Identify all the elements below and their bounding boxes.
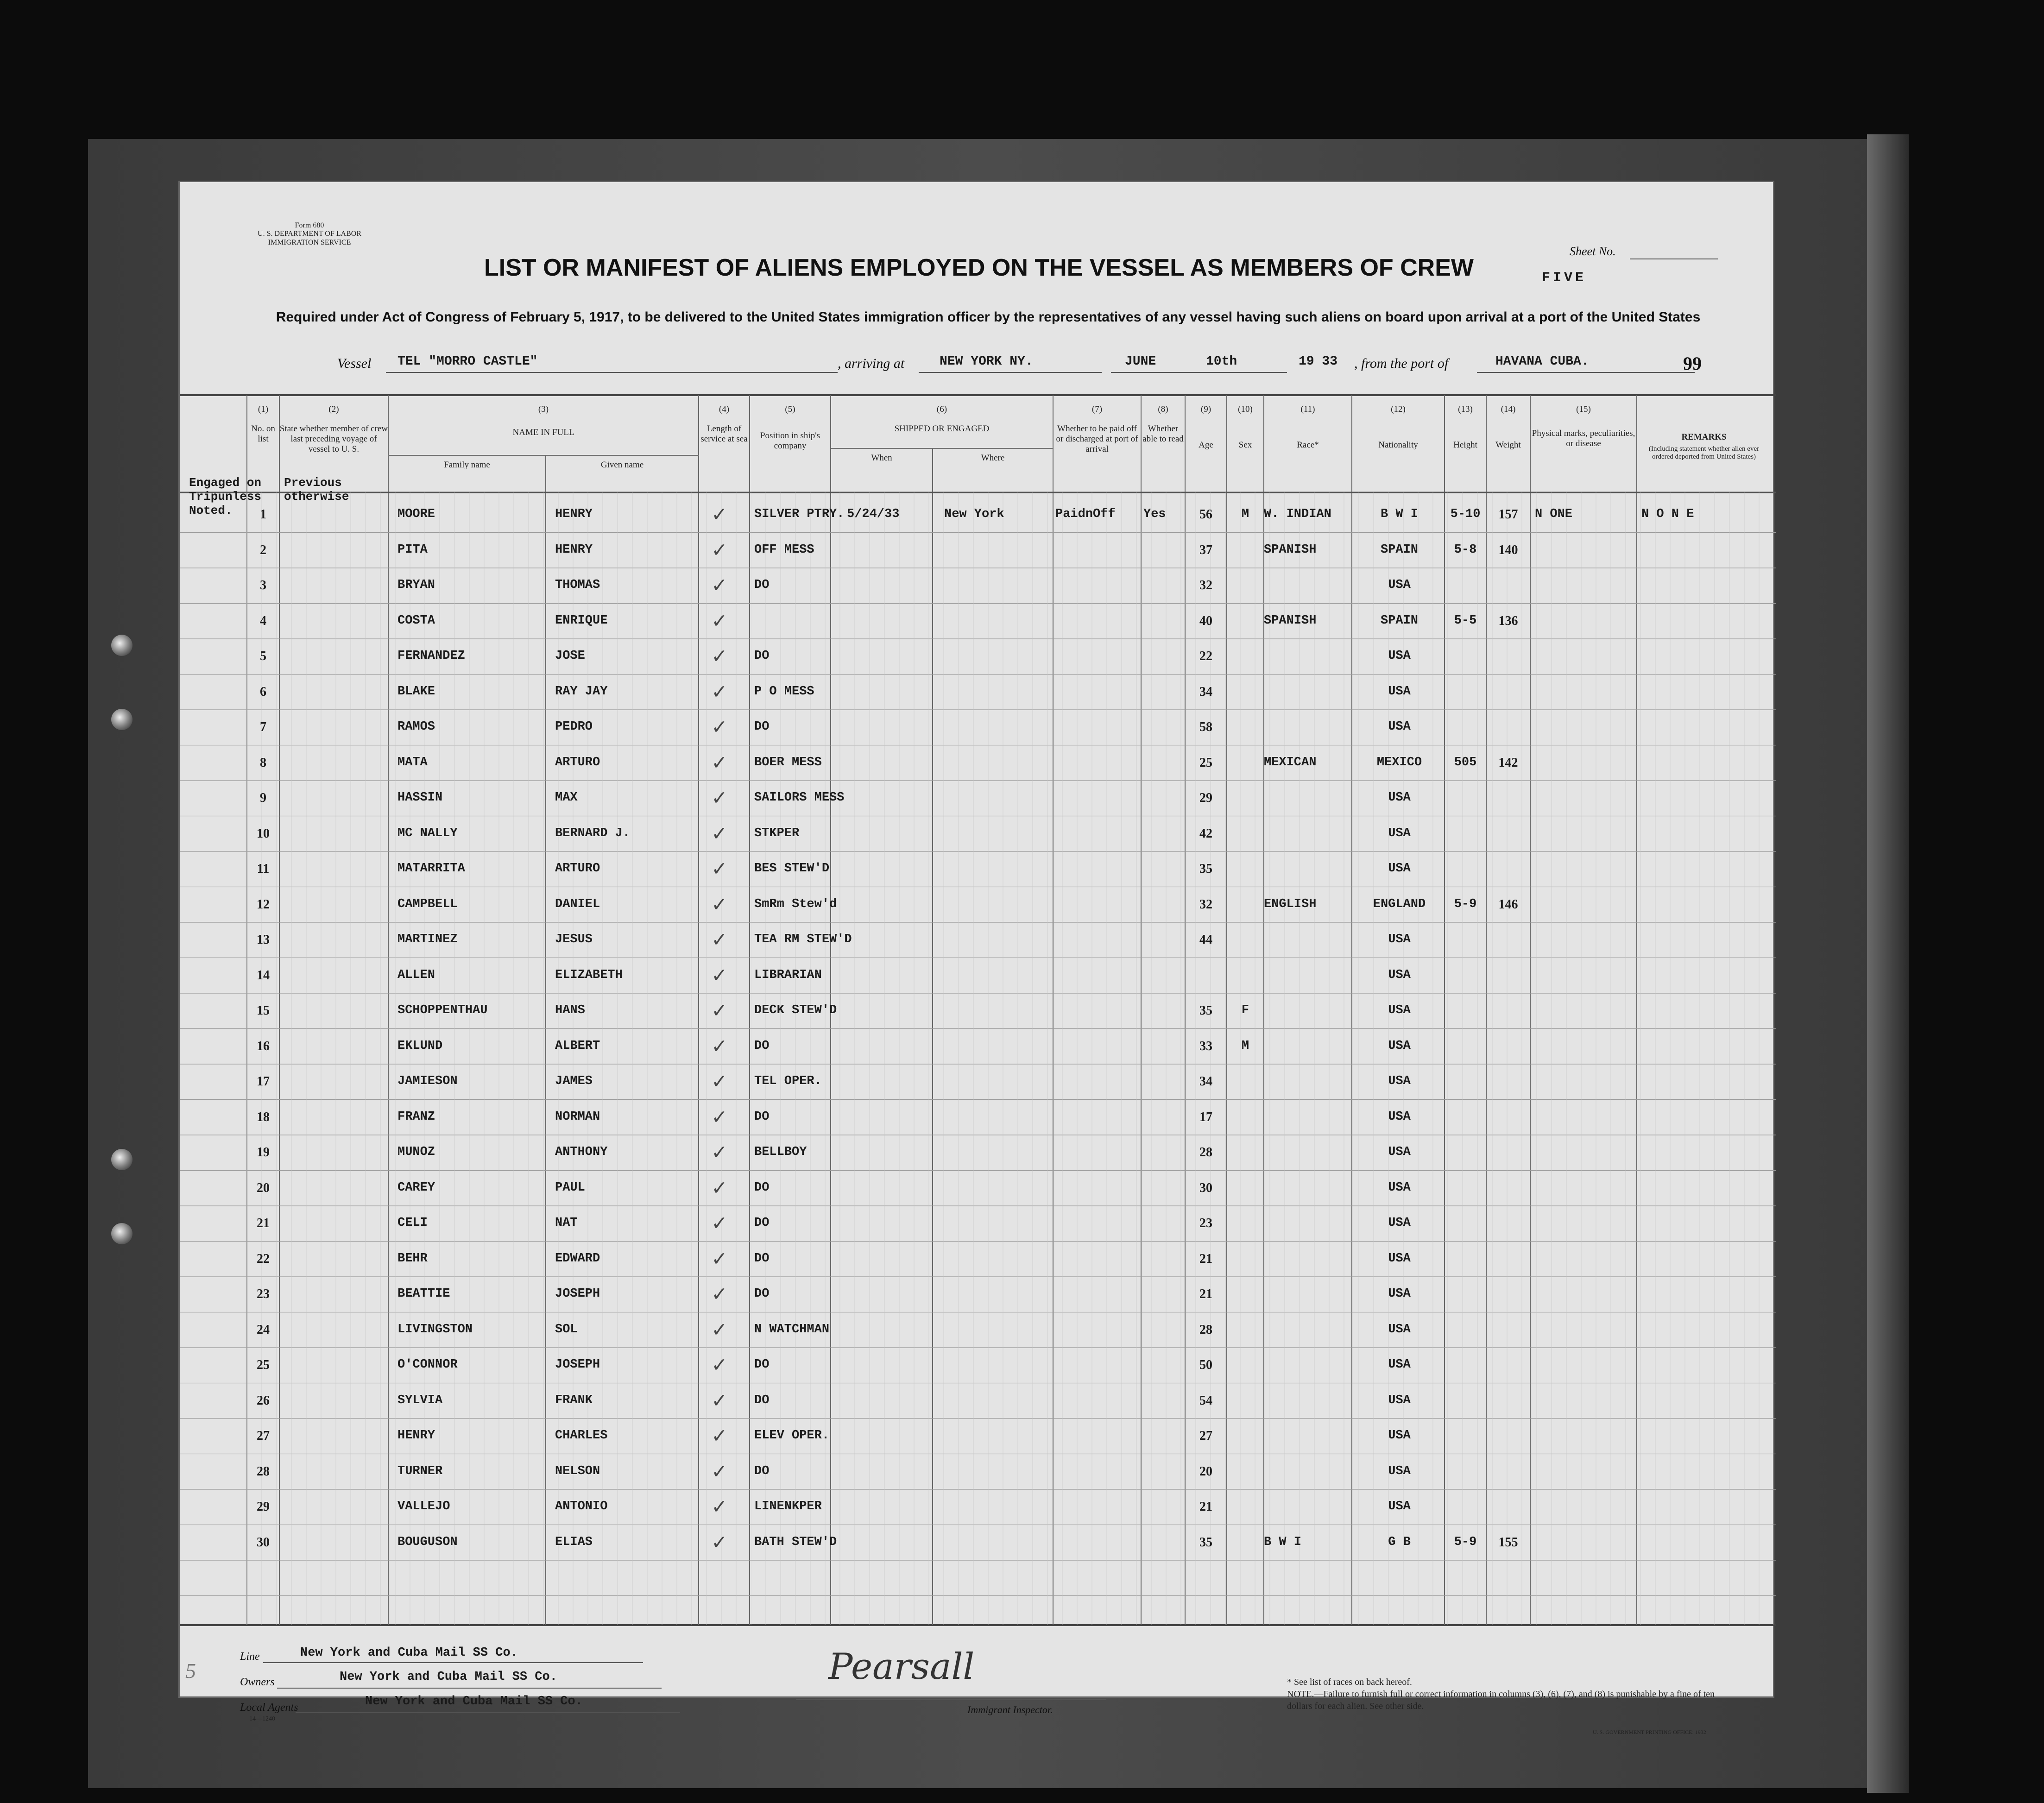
engaged-note-2: Previous otherwise (284, 476, 349, 504)
cell-height: 5-9 (1454, 1535, 1477, 1549)
cell-no: 14 (257, 968, 270, 983)
cell-nat: USA (1388, 1039, 1411, 1053)
cell-no: 11 (257, 862, 270, 876)
col-11-header: (11) Race* (1297, 404, 1319, 450)
cell-age: 34 (1199, 684, 1212, 699)
cell-no: 5 (260, 649, 266, 663)
service-check-mark: ✓ (713, 574, 726, 599)
service-check-mark: ✓ (713, 1460, 726, 1485)
service-check-mark: ✓ (713, 609, 726, 635)
cell-sex: M (1241, 507, 1249, 521)
cell-position: P O MESS (754, 684, 814, 699)
cell-family: BLAKE (397, 684, 435, 699)
cell-position: DO (754, 1464, 770, 1478)
cell-no: 30 (257, 1535, 270, 1550)
arrival-month: JUNE (1125, 354, 1156, 369)
cell-race: MEXICAN (1264, 755, 1317, 769)
service-check-mark: ✓ (713, 1070, 726, 1095)
cell-no: 21 (257, 1216, 270, 1230)
cell-weight: 140 (1498, 542, 1518, 557)
when-header: When (871, 453, 892, 463)
cell-nat: USA (1388, 1216, 1411, 1230)
cell-age: 23 (1199, 1216, 1212, 1230)
cell-family: JAMIESON (397, 1074, 458, 1088)
footnote (1287, 1676, 1718, 1712)
cell-no: 10 (257, 826, 270, 841)
cell-nat: USA (1388, 1074, 1411, 1088)
service-check-mark: ✓ (713, 538, 726, 564)
footnote-races: * See list of races on back hereof. (1287, 1677, 1412, 1687)
cell-given: SOL (555, 1322, 578, 1336)
cell-age: 21 (1199, 1500, 1212, 1514)
service-check-mark: ✓ (713, 1318, 726, 1343)
service-check-mark: ✓ (713, 751, 726, 776)
service-check-mark: ✓ (713, 1495, 726, 1520)
cell-given: JOSE (555, 649, 585, 663)
subtitle: Required under Act of Congress of February 5, 1917, to be delivered to the United States immigration officer by the representatives of any vessel having such aliens on board upon arrival at a port of the United States (276, 309, 1701, 325)
cell-given: HENRY (555, 542, 593, 557)
cell-age: 28 (1199, 1145, 1212, 1160)
cell-nat: G B (1388, 1535, 1411, 1549)
vessel-name: TEL "MORRO CASTLE" (397, 354, 538, 369)
col-14-header: (14) Weight (1495, 404, 1521, 450)
cell-family: SCHOPPENTHAU (397, 1003, 488, 1017)
cell-age: 34 (1199, 1074, 1212, 1089)
cell-given: PAUL (555, 1180, 585, 1195)
cell-position: DECK STEW'D (754, 1003, 837, 1017)
cell-where: New York (944, 507, 1004, 521)
service-check-mark: ✓ (713, 645, 726, 670)
arrival-day: 10th (1206, 354, 1237, 369)
cell-position: TEL OPER. (754, 1074, 822, 1088)
cell-age: 33 (1199, 1039, 1212, 1053)
printer-mark: U. S. GOVERNMENT PRINTING OFFICE: 1932 (1593, 1729, 1706, 1735)
cell-position: DO (754, 1287, 770, 1301)
cell-age: 27 (1199, 1429, 1212, 1443)
cell-age: 32 (1199, 897, 1212, 912)
cell-weight: 155 (1498, 1535, 1518, 1550)
cell-family: CAREY (397, 1180, 435, 1195)
cell-given: NELSON (555, 1464, 600, 1478)
cell-sex: M (1241, 1039, 1249, 1053)
cell-position: DO (754, 1039, 770, 1053)
cell-no: 28 (257, 1464, 270, 1479)
cell-age: 58 (1199, 720, 1212, 734)
sheet-value: FIVE (1542, 270, 1587, 286)
cell-age: 28 (1199, 1322, 1212, 1337)
cell-family: BEATTIE (397, 1287, 450, 1301)
cell-height: 5-5 (1454, 613, 1477, 628)
cell-age: 35 (1199, 1535, 1212, 1550)
cell-nat: USA (1388, 1287, 1411, 1301)
cell-family: MUNOZ (397, 1145, 435, 1159)
cell-no: 9 (260, 791, 266, 805)
cell-nat: SPAIN (1380, 613, 1418, 628)
cell-no: 12 (257, 897, 270, 912)
cell-given: PEDRO (555, 720, 593, 734)
punch-hole (111, 635, 132, 656)
cell-family: MC NALLY (397, 826, 458, 840)
cell-weight: 146 (1498, 897, 1518, 912)
cell-when: 5/24/33 (847, 507, 900, 521)
cell-position: DO (754, 1110, 770, 1124)
cell-race: W. INDIAN (1264, 507, 1331, 521)
cell-no: 29 (257, 1500, 270, 1514)
service-check-mark: ✓ (713, 928, 726, 953)
cell-nat: USA (1388, 1393, 1411, 1407)
cell-family: CELI (397, 1216, 428, 1230)
cell-position: DO (754, 720, 770, 734)
service-check-mark: ✓ (713, 822, 726, 847)
cell-no: 27 (257, 1429, 270, 1443)
cell-no: 26 (257, 1393, 270, 1408)
service-check-mark: ✓ (713, 1389, 726, 1414)
col-7-header: (7) Whether to be paid off or discharged at port of arrival (1056, 404, 1138, 454)
cell-given: ARTURO (555, 862, 600, 876)
cell-age: 44 (1199, 933, 1212, 947)
cell-nat: ENGLAND (1373, 897, 1426, 911)
cell-no: 1 (260, 507, 266, 522)
cell-given: NORMAN (555, 1110, 600, 1124)
cell-given: ELIAS (555, 1535, 593, 1549)
cell-race: B W I (1264, 1535, 1302, 1549)
cell-nat: USA (1388, 1180, 1411, 1195)
cell-age: 37 (1199, 542, 1212, 557)
cell-height: 5-9 (1454, 897, 1477, 911)
inspector-signature: Pearsall (828, 1646, 975, 1688)
margin-mark: 5 (185, 1659, 196, 1683)
col-12-header: (12) Nationality (1378, 404, 1418, 450)
cell-age: 30 (1199, 1180, 1212, 1195)
cell-family: LIVINGSTON (397, 1322, 473, 1336)
col-2-header: (2) State whether member of crew last preceding voyage of vessel to U. S. (279, 404, 388, 454)
cell-given: JOSEPH (555, 1358, 600, 1372)
cell-position: DO (754, 1251, 770, 1266)
cell-nat: USA (1388, 1145, 1411, 1159)
col-13-header: (13) Height (1453, 404, 1477, 450)
cell-position: SmRm Stew'd (754, 897, 837, 911)
cell-age: 50 (1199, 1358, 1212, 1372)
cell-given: FRANK (555, 1393, 593, 1407)
cell-height: 5-10 (1450, 507, 1481, 521)
cell-given: ELIZABETH (555, 968, 623, 982)
punch-hole (111, 1223, 132, 1244)
cell-given: HENRY (555, 507, 593, 521)
cell-given: ARTURO (555, 755, 600, 769)
cell-age: 20 (1199, 1464, 1212, 1479)
cell-nat: USA (1388, 791, 1411, 805)
cell-position: BOER MESS (754, 755, 822, 769)
cell-family: MARTINEZ (397, 933, 458, 946)
cell-position: BES STEW'D (754, 862, 830, 876)
vessel-label: Vessel (337, 356, 372, 371)
col-10-header: (10) Sex (1238, 404, 1253, 450)
arrival-port: NEW YORK NY. (940, 354, 1033, 369)
cell-nat: USA (1388, 649, 1411, 663)
cell-race: SPANISH (1264, 613, 1317, 628)
departure-port: HAVANA CUBA. (1495, 354, 1589, 369)
cell-family: HASSIN (397, 791, 443, 805)
inspector-label: Immigrant Inspector. (967, 1704, 1053, 1715)
col-5-header: (5) Position in ship's company (760, 404, 820, 451)
cell-position: ELEV OPER. (754, 1429, 830, 1443)
cell-sex: F (1241, 1003, 1249, 1017)
line-label: Line (240, 1651, 260, 1663)
cell-given: JOSEPH (555, 1287, 600, 1301)
cell-family: CAMPBELL (397, 897, 458, 911)
cell-position: DO (754, 1180, 770, 1195)
cell-given: NAT (555, 1216, 578, 1230)
cell-given: EDWARD (555, 1251, 600, 1266)
cell-family: MOORE (397, 507, 435, 521)
cell-nat: USA (1388, 968, 1411, 982)
cell-position: TEA RM STEW'D (754, 933, 852, 946)
cell-no: 23 (257, 1287, 270, 1301)
cell-position: N WATCHMAN (754, 1322, 830, 1336)
cell-weight: 142 (1498, 755, 1518, 770)
cell-no: 24 (257, 1322, 270, 1337)
service-check-mark: ✓ (713, 1141, 726, 1166)
cell-age: 42 (1199, 826, 1212, 841)
cell-nat: USA (1388, 684, 1411, 699)
cell-no: 7 (260, 720, 266, 734)
service-check-mark: ✓ (713, 716, 726, 741)
cell-position: SAILORS MESS (754, 791, 845, 805)
col-3-header: (3) NAME IN FULL (512, 404, 574, 437)
service-check-mark: ✓ (713, 857, 726, 883)
cell-age: 29 (1199, 791, 1212, 805)
cell-family: BEHR (397, 1251, 428, 1266)
cell-height: 505 (1454, 755, 1477, 769)
cell-family: RAMOS (397, 720, 435, 734)
manifest-sheet (178, 181, 1774, 1735)
service-check-mark: ✓ (713, 1354, 726, 1379)
col-8-header: (8) Whether able to read (1142, 404, 1184, 444)
service-check-mark: ✓ (713, 1034, 726, 1060)
cell-given: MAX (555, 791, 578, 805)
owners-value: New York and Cuba Mail SS Co. (340, 1670, 557, 1684)
cell-nat: USA (1388, 1500, 1411, 1513)
col-9-header: (9) Age (1199, 404, 1213, 450)
cell-given: ENRIQUE (555, 613, 608, 628)
col-6-header: (6) SHIPPED OR ENGAGED (894, 404, 990, 434)
cell-position: SILVER PTRY. (754, 507, 845, 521)
binder-edge (1867, 134, 1909, 1793)
cell-nat: B W I (1380, 507, 1418, 521)
cell-given: CHARLES (555, 1429, 608, 1443)
cell-given: JESUS (555, 933, 593, 946)
cell-age: 21 (1199, 1287, 1212, 1301)
sheet-label: Sheet No. (1570, 245, 1616, 258)
cell-position: DO (754, 578, 770, 592)
col-1-header: (1) No. on list (251, 404, 275, 444)
cell-nat: USA (1388, 826, 1411, 840)
page-title: LIST OR MANIFEST OF ALIENS EMPLOYED ON THE VESSEL AS MEMBERS OF CREW (484, 254, 1474, 281)
agents-label: Local Agents (240, 1702, 298, 1714)
agents-value: New York and Cuba Mail SS Co. (365, 1695, 583, 1708)
cell-paid: PaidnOff (1055, 507, 1116, 521)
cell-nat: USA (1388, 720, 1411, 734)
service-check-mark: ✓ (713, 503, 726, 528)
cell-family: FERNANDEZ (397, 649, 465, 663)
cell-age: 35 (1199, 862, 1212, 876)
cell-family: MATARRITA (397, 862, 465, 876)
cell-given: JAMES (555, 1074, 593, 1088)
engaged-note: Engaged on Tripunless Noted. (189, 476, 262, 517)
form-reference: 14—1240 (249, 1715, 275, 1722)
cell-no: 17 (257, 1074, 270, 1089)
service-check-mark: ✓ (713, 999, 726, 1024)
family-name-header: Family name (444, 460, 490, 470)
service: IMMIGRATION SERVICE (268, 238, 351, 246)
cell-position: DO (754, 1358, 770, 1372)
cell-family: HENRY (397, 1429, 435, 1443)
cell-family: TURNER (397, 1464, 443, 1478)
cell-remarks: N O N E (1641, 507, 1694, 521)
cell-position: DO (754, 649, 770, 663)
cell-race: ENGLISH (1264, 897, 1317, 911)
cell-family: FRANZ (397, 1110, 435, 1124)
col-15-header: (15) Physical marks, peculiarities, or disease (1532, 404, 1635, 448)
remarks-subheader: (Including statement whether alien ever ordered deported from United States) (1648, 445, 1760, 461)
given-name-header: Given name (600, 460, 644, 470)
cell-race: SPANISH (1264, 542, 1317, 557)
cell-age: 40 (1199, 613, 1212, 628)
cell-nat: USA (1388, 578, 1411, 592)
department: U. S. DEPARTMENT OF LABOR (258, 230, 361, 238)
cell-nat: USA (1388, 933, 1411, 946)
cell-nat: USA (1388, 1110, 1411, 1124)
cell-position: BELLBOY (754, 1145, 807, 1159)
from-label: , from the port of (1354, 356, 1449, 371)
where-header: Where (981, 453, 1005, 463)
service-check-mark: ✓ (713, 1105, 726, 1131)
cell-given: HANS (555, 1003, 585, 1017)
cell-position: DO (754, 1216, 770, 1230)
cell-age: 25 (1199, 755, 1212, 770)
cell-nat: USA (1388, 1358, 1411, 1372)
line-value: New York and Cuba Mail SS Co. (300, 1646, 518, 1660)
cell-age: 22 (1199, 649, 1212, 663)
cell-position: STKPER (754, 826, 800, 840)
cell-position: LIBRARIAN (754, 968, 822, 982)
remarks-header: REMARKS (1681, 432, 1727, 442)
service-check-mark: ✓ (713, 1176, 726, 1202)
cell-age: 56 (1199, 507, 1212, 522)
cell-no: 22 (257, 1251, 270, 1266)
cell-no: 15 (257, 1003, 270, 1018)
owners-label: Owners (240, 1676, 275, 1688)
cell-no: 4 (260, 613, 266, 628)
cell-nat: USA (1388, 1322, 1411, 1336)
form-id (249, 221, 370, 247)
page-number: 99 (1683, 353, 1702, 374)
service-check-mark: ✓ (713, 1531, 726, 1556)
cell-family: MATA (397, 755, 428, 769)
cell-given: ANTHONY (555, 1145, 608, 1159)
col-4-header: (4) Length of service at sea (700, 404, 748, 444)
cell-no: 20 (257, 1180, 270, 1195)
service-check-mark: ✓ (713, 1283, 726, 1308)
cell-no: 19 (257, 1145, 270, 1160)
cell-height: 5-8 (1454, 542, 1477, 557)
cell-given: DANIEL (555, 897, 600, 911)
cell-age: 17 (1199, 1110, 1212, 1124)
cell-given: ALBERT (555, 1039, 600, 1053)
cell-family: VALLEJO (397, 1500, 450, 1513)
cell-no: 2 (260, 542, 266, 557)
cell-age: 21 (1199, 1251, 1212, 1266)
cell-no: 16 (257, 1039, 270, 1053)
cell-age: 32 (1199, 578, 1212, 593)
cell-nat: USA (1388, 1429, 1411, 1443)
arriving-label: , arriving at (838, 356, 905, 371)
cell-weight: 136 (1498, 613, 1518, 628)
form-number: Form 680 (295, 221, 324, 229)
cell-family: ALLEN (397, 968, 435, 982)
punch-hole (111, 709, 132, 730)
cell-given: ANTONIO (555, 1500, 608, 1513)
cell-family: EKLUND (397, 1039, 443, 1053)
service-check-mark: ✓ (713, 1247, 726, 1273)
cell-family: O'CONNOR (397, 1358, 458, 1372)
cell-nat: USA (1388, 1464, 1411, 1478)
cell-family: BRYAN (397, 578, 435, 592)
cell-no: 3 (260, 578, 266, 593)
cell-weight: 157 (1498, 507, 1518, 522)
cell-family: COSTA (397, 613, 435, 628)
footnote-penalty: NOTE.—Failure to furnish full or correct information in columns (3), (6), (7), and (8) is punishable by a fine of ten dollars for each alien. See other side. (1287, 1689, 1715, 1711)
service-check-mark: ✓ (713, 1425, 726, 1450)
service-check-mark: ✓ (713, 893, 726, 918)
cell-no: 25 (257, 1358, 270, 1372)
cell-given: THOMAS (555, 578, 600, 592)
punch-hole (111, 1149, 132, 1170)
cell-no: 8 (260, 755, 266, 770)
cell-family: SYLVIA (397, 1393, 443, 1407)
cell-nat: USA (1388, 1003, 1411, 1017)
cell-nat: USA (1388, 862, 1411, 876)
cell-family: BOUGUSON (397, 1535, 458, 1549)
cell-marks: N ONE (1535, 507, 1573, 521)
service-check-mark: ✓ (713, 787, 726, 812)
cell-given: RAY JAY (555, 684, 608, 699)
cell-position: BATH STEW'D (754, 1535, 837, 1549)
cell-nat: SPAIN (1380, 542, 1418, 557)
cell-no: 6 (260, 684, 266, 699)
cell-no: 13 (257, 933, 270, 947)
cell-nat: USA (1388, 1251, 1411, 1266)
cell-family: PITA (397, 542, 428, 557)
cell-nat: MEXICO (1376, 755, 1422, 769)
cell-given: BERNARD J. (555, 826, 631, 840)
cell-position: DO (754, 1393, 770, 1407)
arrival-year: 19 33 (1299, 354, 1338, 369)
service-check-mark: ✓ (713, 964, 726, 989)
service-check-mark: ✓ (713, 680, 726, 706)
cell-position: LINENKPER (754, 1500, 822, 1513)
service-check-mark: ✓ (713, 1212, 726, 1237)
cell-age: 54 (1199, 1393, 1212, 1408)
cell-position: OFF MESS (754, 542, 814, 557)
cell-age: 35 (1199, 1003, 1212, 1018)
cell-no: 18 (257, 1110, 270, 1124)
cell-read: Yes (1143, 507, 1166, 521)
